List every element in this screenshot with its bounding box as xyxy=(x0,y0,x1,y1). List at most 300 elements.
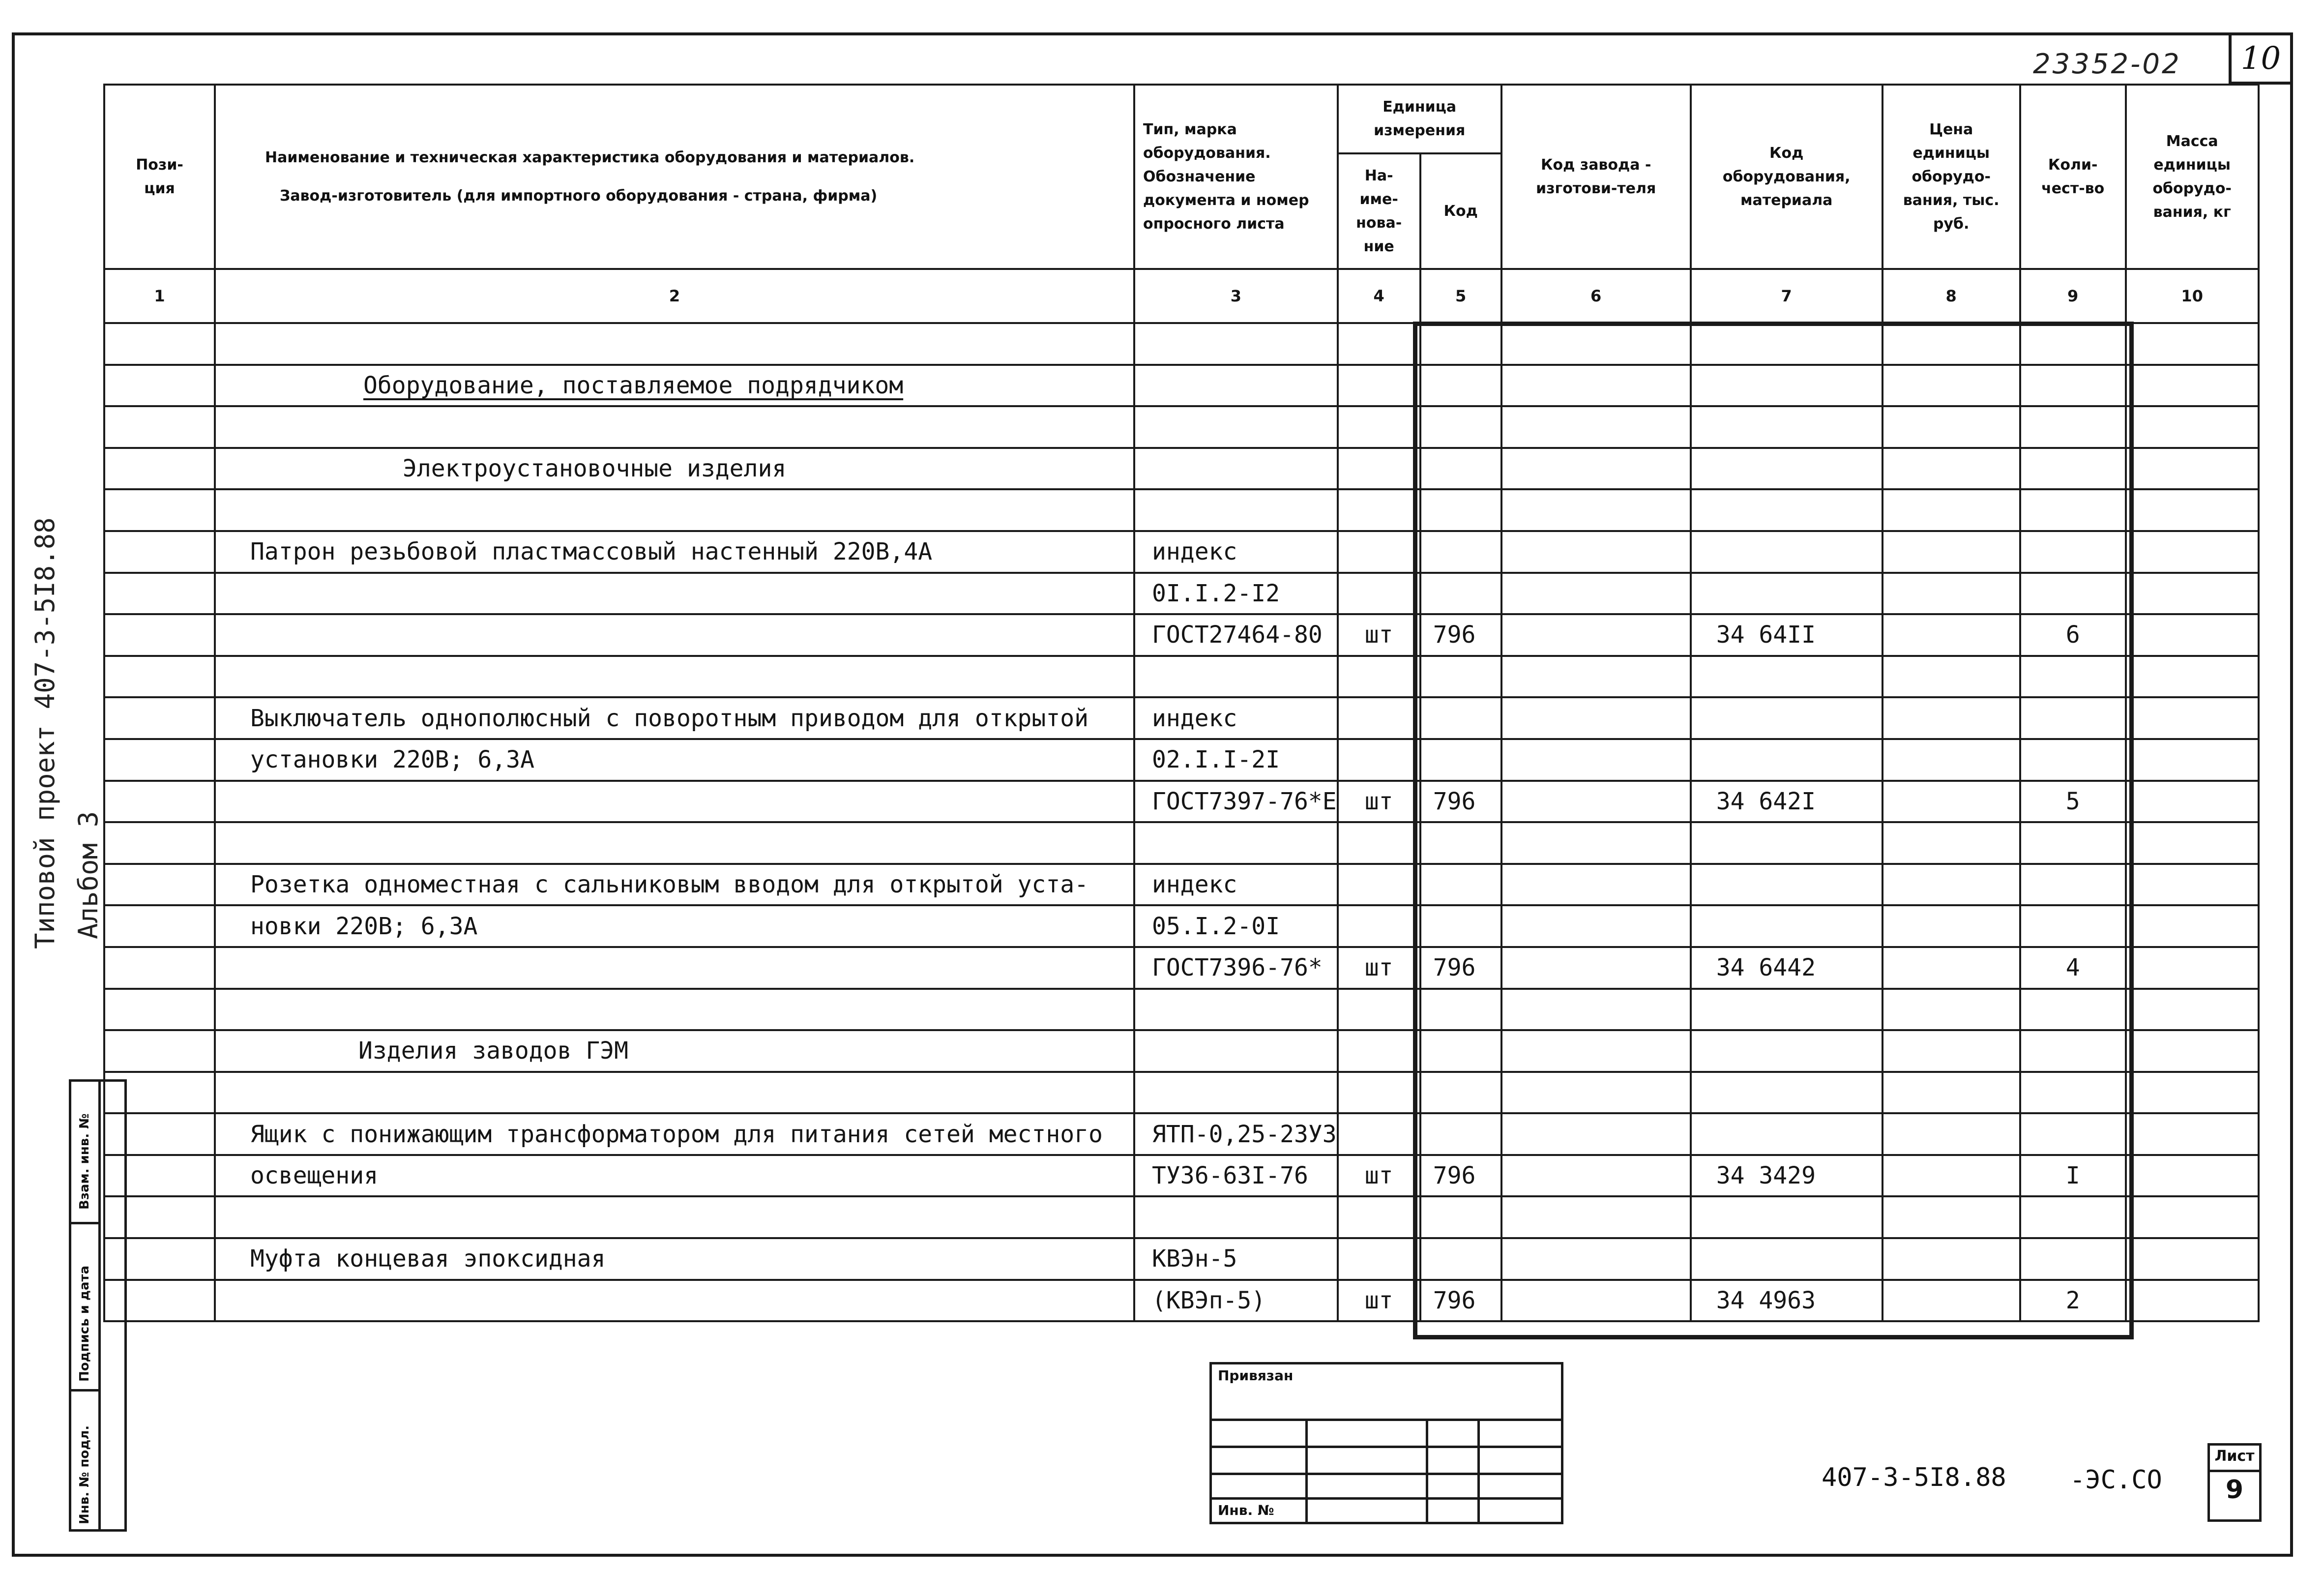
unit-cell xyxy=(1338,406,1420,448)
position-cell xyxy=(104,531,215,573)
name-cell: Муфта концевая эпоксидная xyxy=(215,1238,1134,1280)
position-cell xyxy=(104,1030,215,1072)
mass-cell xyxy=(2126,323,2259,365)
name-cell: новки 220В; 6,3А xyxy=(215,905,1134,947)
name-cell xyxy=(215,573,1134,615)
unit-code-cell xyxy=(1420,1196,1501,1238)
sheet-label: Лист xyxy=(2210,1448,2259,1472)
mass-cell xyxy=(2126,365,2259,407)
type-cell xyxy=(1134,656,1338,698)
equipment-code-cell xyxy=(1691,1030,1883,1072)
position-cell xyxy=(104,656,215,698)
quantity-cell: 4 xyxy=(2020,947,2126,989)
quantity-cell xyxy=(2020,448,2126,490)
price-cell xyxy=(1883,1113,2020,1155)
type-cell: 05.I.2-0I xyxy=(1134,905,1338,947)
type-cell xyxy=(1134,406,1338,448)
equipment-code-cell: 34 642I xyxy=(1691,781,1883,823)
equipment-code-cell xyxy=(1691,531,1883,573)
header-mass: Масса единицы оборудо-вания, кг xyxy=(2126,85,2259,269)
mass-cell xyxy=(2126,1155,2259,1197)
quantity-cell xyxy=(2020,406,2126,448)
project-label: Типовой проект 407-3-5I8.88 xyxy=(29,517,60,949)
unit-code-cell xyxy=(1420,531,1501,573)
factory-code-cell xyxy=(1501,614,1691,656)
factory-code-cell xyxy=(1501,697,1691,739)
stamp-cell-replacement xyxy=(71,1082,101,1224)
unit-code-cell xyxy=(1420,864,1501,906)
name-cell xyxy=(215,489,1134,531)
name-cell: Ящик с понижающим трансформатором для питания сетей местного xyxy=(215,1113,1134,1155)
equipment-code-cell xyxy=(1691,365,1883,407)
name-cell xyxy=(215,656,1134,698)
price-cell xyxy=(1883,905,2020,947)
mass-cell xyxy=(2126,1280,2259,1322)
price-cell xyxy=(1883,947,2020,989)
unit-cell xyxy=(1338,1196,1420,1238)
position-cell xyxy=(104,365,215,407)
equipment-code-cell xyxy=(1691,489,1883,531)
unit-cell xyxy=(1338,822,1420,864)
factory-code-cell xyxy=(1501,1196,1691,1238)
type-cell xyxy=(1134,989,1338,1031)
unit-cell xyxy=(1338,656,1420,698)
title-block-line xyxy=(1212,1419,1561,1421)
name-cell xyxy=(215,614,1134,656)
name-cell xyxy=(215,323,1134,365)
position-cell xyxy=(104,864,215,906)
bound-label: Привязан xyxy=(1218,1367,1294,1384)
mass-cell xyxy=(2126,573,2259,615)
unit-code-cell xyxy=(1420,573,1501,615)
name-cell: освещения xyxy=(215,1155,1134,1197)
table-row xyxy=(104,1238,2259,1280)
equipment-code-cell xyxy=(1691,989,1883,1031)
factory-code-cell xyxy=(1501,1155,1691,1197)
quantity-cell xyxy=(2020,864,2126,906)
type-cell: ТУ36-63I-76 xyxy=(1134,1155,1338,1197)
specification-body xyxy=(104,323,2259,1321)
unit-code-cell xyxy=(1420,656,1501,698)
type-cell: индекс xyxy=(1134,531,1338,573)
quantity-cell xyxy=(2020,1196,2126,1238)
table-row xyxy=(104,448,2259,490)
unit-cell xyxy=(1338,1113,1420,1155)
name-cell: Патрон резьбовой пластмассовый настенный 220В,4А xyxy=(215,531,1134,573)
unit-cell xyxy=(1338,1238,1420,1280)
name-cell: Электроустановочные изделия xyxy=(215,448,1134,490)
stamp-label-signature: Подпись и дата xyxy=(77,1265,92,1382)
quantity-cell: 5 xyxy=(2020,781,2126,823)
table-row xyxy=(104,406,2259,448)
mass-cell xyxy=(2126,864,2259,906)
table-row xyxy=(104,905,2259,947)
type-cell xyxy=(1134,1072,1338,1114)
factory-code-cell xyxy=(1501,739,1691,781)
factory-code-cell xyxy=(1501,989,1691,1031)
quantity-cell xyxy=(2020,905,2126,947)
quantity-cell xyxy=(2020,531,2126,573)
factory-code-cell xyxy=(1501,1072,1691,1114)
price-cell xyxy=(1883,739,2020,781)
name-cell: Изделия заводов ГЭМ xyxy=(215,1030,1134,1072)
position-cell xyxy=(104,1113,215,1155)
table-row xyxy=(104,1072,2259,1114)
quantity-cell xyxy=(2020,1238,2126,1280)
type-cell xyxy=(1134,448,1338,490)
name-cell xyxy=(215,1072,1134,1114)
column-number: 10 xyxy=(2126,269,2259,323)
quantity-cell xyxy=(2020,323,2126,365)
quantity-cell: 2 xyxy=(2020,1280,2126,1322)
header-unit-code: Код xyxy=(1420,153,1501,269)
type-cell: ГОСТ27464-80 xyxy=(1134,614,1338,656)
unit-cell xyxy=(1338,739,1420,781)
price-cell xyxy=(1883,406,2020,448)
unit-cell xyxy=(1338,697,1420,739)
header-quantity: Коли-чест-во xyxy=(2020,85,2126,269)
position-cell xyxy=(104,1072,215,1114)
sheet-top-number: 10 xyxy=(2229,35,2290,85)
price-cell xyxy=(1883,448,2020,490)
name-cell xyxy=(215,781,1134,823)
price-cell xyxy=(1883,1196,2020,1238)
sheet-box xyxy=(2207,1443,2262,1522)
type-cell: КВЭн-5 xyxy=(1134,1238,1338,1280)
price-cell xyxy=(1883,614,2020,656)
header-unit-group: Единица измерения xyxy=(1338,85,1501,153)
name-cell xyxy=(215,1196,1134,1238)
factory-code-cell xyxy=(1501,1280,1691,1322)
factory-code-cell xyxy=(1501,323,1691,365)
quantity-cell xyxy=(2020,656,2126,698)
table-row xyxy=(104,947,2259,989)
unit-cell xyxy=(1338,489,1420,531)
table-row xyxy=(104,739,2259,781)
price-cell xyxy=(1883,989,2020,1031)
position-cell xyxy=(104,739,215,781)
column-number: 1 xyxy=(104,269,215,323)
title-block xyxy=(1209,1362,1563,1524)
price-cell xyxy=(1883,1280,2020,1322)
unit-code-cell xyxy=(1420,739,1501,781)
mass-cell xyxy=(2126,739,2259,781)
table-row xyxy=(104,573,2259,615)
unit-code-cell xyxy=(1420,905,1501,947)
header-price: Цена единицы оборудо-вания, тыс. руб. xyxy=(1883,85,2020,269)
unit-code-cell xyxy=(1420,1072,1501,1114)
factory-code-cell xyxy=(1501,531,1691,573)
unit-cell xyxy=(1338,531,1420,573)
name-cell xyxy=(215,1280,1134,1322)
column-number: 6 xyxy=(1501,269,1691,323)
equipment-code-cell xyxy=(1691,1238,1883,1280)
unit-code-cell xyxy=(1420,1238,1501,1280)
unit-code-cell xyxy=(1420,989,1501,1031)
price-cell xyxy=(1883,864,2020,906)
factory-code-cell xyxy=(1501,489,1691,531)
header-unit-name: На-име-нова-ние xyxy=(1338,153,1420,269)
name-cell xyxy=(215,406,1134,448)
position-cell xyxy=(104,323,215,365)
unit-cell xyxy=(1338,448,1420,490)
unit-code-cell: 796 xyxy=(1420,1280,1501,1322)
unit-code-cell xyxy=(1420,697,1501,739)
equipment-code-cell xyxy=(1691,739,1883,781)
price-cell xyxy=(1883,697,2020,739)
quantity-cell xyxy=(2020,365,2126,407)
position-cell xyxy=(104,489,215,531)
position-cell xyxy=(104,1280,215,1322)
price-cell xyxy=(1883,365,2020,407)
price-cell xyxy=(1883,531,2020,573)
table-row xyxy=(104,1196,2259,1238)
quantity-cell xyxy=(2020,989,2126,1031)
quantity-cell xyxy=(2020,489,2126,531)
unit-code-cell xyxy=(1420,365,1501,407)
type-cell xyxy=(1134,323,1338,365)
header-name-line1: Наименование и техническая характеристика оборудования и материалов. xyxy=(265,148,915,166)
mass-cell xyxy=(2126,1196,2259,1238)
column-number: 5 xyxy=(1420,269,1501,323)
table-row xyxy=(104,822,2259,864)
table-row xyxy=(104,1113,2259,1155)
unit-code-cell xyxy=(1420,1113,1501,1155)
unit-cell: шт xyxy=(1338,947,1420,989)
type-cell: индекс xyxy=(1134,864,1338,906)
table-row xyxy=(104,1030,2259,1072)
equipment-code-cell xyxy=(1691,448,1883,490)
position-cell xyxy=(104,989,215,1031)
mass-cell xyxy=(2126,1113,2259,1155)
price-cell xyxy=(1883,489,2020,531)
quantity-cell xyxy=(2020,697,2126,739)
unit-cell: шт xyxy=(1338,614,1420,656)
stamp-cell-signature xyxy=(71,1224,101,1392)
position-cell xyxy=(104,905,215,947)
factory-code-cell xyxy=(1501,1238,1691,1280)
column-number: 9 xyxy=(2020,269,2126,323)
header-factory-code: Код завода - изготови-теля xyxy=(1501,85,1691,269)
table-row xyxy=(104,323,2259,365)
mass-cell xyxy=(2126,656,2259,698)
table-row xyxy=(104,531,2259,573)
document-code: 407-3-5I8.88 xyxy=(1822,1463,2006,1492)
header-row-1 xyxy=(104,85,2259,153)
price-cell xyxy=(1883,1155,2020,1197)
type-cell xyxy=(1134,365,1338,407)
unit-cell: шт xyxy=(1338,1155,1420,1197)
factory-code-cell xyxy=(1501,365,1691,407)
factory-code-cell xyxy=(1501,656,1691,698)
mass-cell xyxy=(2126,989,2259,1031)
column-number-row xyxy=(104,269,2259,323)
table-row xyxy=(104,614,2259,656)
price-cell xyxy=(1883,656,2020,698)
type-cell xyxy=(1134,822,1338,864)
quantity-cell xyxy=(2020,822,2126,864)
quantity-cell xyxy=(2020,573,2126,615)
mass-cell xyxy=(2126,448,2259,490)
title-block-line xyxy=(1426,1419,1428,1524)
equipment-code-cell xyxy=(1691,1072,1883,1114)
table-row xyxy=(104,989,2259,1031)
unit-code-cell: 796 xyxy=(1420,1155,1501,1197)
position-cell xyxy=(104,947,215,989)
quantity-cell xyxy=(2020,1072,2126,1114)
name-cell xyxy=(215,989,1134,1031)
mass-cell xyxy=(2126,697,2259,739)
name-cell: Розетка одноместная с сальниковым вводом для открытой уста- xyxy=(215,864,1134,906)
equipment-code-cell xyxy=(1691,822,1883,864)
mass-cell xyxy=(2126,531,2259,573)
equipment-code-cell xyxy=(1691,905,1883,947)
table-row xyxy=(104,781,2259,823)
factory-code-cell xyxy=(1501,1113,1691,1155)
table-row xyxy=(104,697,2259,739)
unit-code-cell xyxy=(1420,448,1501,490)
table-row xyxy=(104,1155,2259,1197)
quantity-cell xyxy=(2020,1030,2126,1072)
mass-cell xyxy=(2126,1238,2259,1280)
equipment-code-cell xyxy=(1691,1113,1883,1155)
quantity-cell xyxy=(2020,739,2126,781)
equipment-code-cell xyxy=(1691,1196,1883,1238)
name-cell: установки 220В; 6,3А xyxy=(215,739,1134,781)
header-type: Тип, марка оборудования. Обозначение документа и номер опросного листа xyxy=(1134,85,1338,269)
equipment-code-cell: 34 3429 xyxy=(1691,1155,1883,1197)
column-number: 3 xyxy=(1134,269,1338,323)
price-cell xyxy=(1883,781,2020,823)
title-block-line xyxy=(1212,1446,1561,1448)
equipment-code-cell xyxy=(1691,323,1883,365)
mass-cell xyxy=(2126,947,2259,989)
price-cell xyxy=(1883,573,2020,615)
equipment-code-cell xyxy=(1691,656,1883,698)
table-row xyxy=(104,656,2259,698)
equipment-code-cell xyxy=(1691,573,1883,615)
position-cell xyxy=(104,781,215,823)
unit-code-cell xyxy=(1420,323,1501,365)
price-cell xyxy=(1883,1030,2020,1072)
factory-code-cell xyxy=(1501,448,1691,490)
unit-code-cell xyxy=(1420,489,1501,531)
document-suffix: -ЭС.СО xyxy=(2070,1465,2162,1495)
type-cell: ЯТП-0,25-23У3 xyxy=(1134,1113,1338,1155)
sheet-number: 9 xyxy=(2225,1475,2244,1505)
mass-cell xyxy=(2126,1072,2259,1114)
unit-cell xyxy=(1338,365,1420,407)
type-cell: ГОСТ7396-76* xyxy=(1134,947,1338,989)
quantity-cell: I xyxy=(2020,1155,2126,1197)
position-cell xyxy=(104,1196,215,1238)
column-number: 7 xyxy=(1691,269,1883,323)
unit-cell xyxy=(1338,905,1420,947)
header-name-line2: Завод-изготовитель (для импортного оборудования - страна, фирма) xyxy=(280,187,878,205)
name-cell xyxy=(215,822,1134,864)
header-name xyxy=(215,85,1134,269)
name-cell: Выключатель однополюсный с поворотным приводом для открытой xyxy=(215,697,1134,739)
mass-cell xyxy=(2126,905,2259,947)
title-block-line xyxy=(1212,1497,1561,1500)
type-cell: 02.I.I-2I xyxy=(1134,739,1338,781)
type-cell xyxy=(1134,489,1338,531)
stamp-label-original: Инв. № подл. xyxy=(77,1425,92,1524)
position-cell xyxy=(104,1155,215,1197)
equipment-code-cell: 34 64II xyxy=(1691,614,1883,656)
unit-cell: шт xyxy=(1338,1280,1420,1322)
archive-number: 23352-02 xyxy=(2033,48,2181,80)
type-cell: (КВЭп-5) xyxy=(1134,1280,1338,1322)
factory-code-cell xyxy=(1501,905,1691,947)
factory-code-cell xyxy=(1501,822,1691,864)
position-cell xyxy=(104,573,215,615)
column-number: 8 xyxy=(1883,269,2020,323)
title-block-line xyxy=(1305,1419,1308,1524)
stamp-label-replacement: Взам. инв. № xyxy=(77,1113,92,1210)
mass-cell xyxy=(2126,1030,2259,1072)
table-row xyxy=(104,489,2259,531)
type-cell: 0I.I.2-I2 xyxy=(1134,573,1338,615)
equipment-code-cell xyxy=(1691,697,1883,739)
factory-code-cell xyxy=(1501,864,1691,906)
price-cell xyxy=(1883,1238,2020,1280)
table-row xyxy=(104,365,2259,407)
type-cell: индекс xyxy=(1134,697,1338,739)
price-cell xyxy=(1883,1072,2020,1114)
mass-cell xyxy=(2126,406,2259,448)
mass-cell xyxy=(2126,822,2259,864)
stamp-cell-original xyxy=(71,1392,101,1530)
unit-cell xyxy=(1338,1072,1420,1114)
header-equipment-code: Код оборудования, материала xyxy=(1691,85,1883,269)
unit-cell: шт xyxy=(1338,781,1420,823)
position-cell xyxy=(104,406,215,448)
table-row xyxy=(104,864,2259,906)
inventory-label: Инв. № xyxy=(1218,1502,1274,1518)
unit-code-cell xyxy=(1420,406,1501,448)
mass-cell xyxy=(2126,781,2259,823)
unit-cell xyxy=(1338,573,1420,615)
price-cell xyxy=(1883,323,2020,365)
factory-code-cell xyxy=(1501,781,1691,823)
equipment-code-cell: 34 6442 xyxy=(1691,947,1883,989)
unit-cell xyxy=(1338,323,1420,365)
equipment-code-cell xyxy=(1691,864,1883,906)
unit-code-cell: 796 xyxy=(1420,947,1501,989)
unit-code-cell: 796 xyxy=(1420,781,1501,823)
type-cell xyxy=(1134,1030,1338,1072)
equipment-code-cell: 34 4963 xyxy=(1691,1280,1883,1322)
name-cell: Оборудование, поставляемое подрядчиком xyxy=(215,365,1134,407)
unit-cell xyxy=(1338,864,1420,906)
title-block-line xyxy=(1477,1419,1480,1524)
equipment-code-cell xyxy=(1691,406,1883,448)
name-cell xyxy=(215,947,1134,989)
title-block-line xyxy=(1212,1473,1561,1475)
position-cell xyxy=(104,614,215,656)
quantity-cell: 6 xyxy=(2020,614,2126,656)
mass-cell xyxy=(2126,614,2259,656)
album-label: Альбом 3 xyxy=(73,811,104,939)
unit-cell xyxy=(1338,1030,1420,1072)
factory-code-cell xyxy=(1501,1030,1691,1072)
header-position: Пози- ция xyxy=(104,85,215,269)
position-cell xyxy=(104,448,215,490)
unit-code-cell: 796 xyxy=(1420,614,1501,656)
table-row xyxy=(104,1280,2259,1322)
position-cell xyxy=(104,697,215,739)
